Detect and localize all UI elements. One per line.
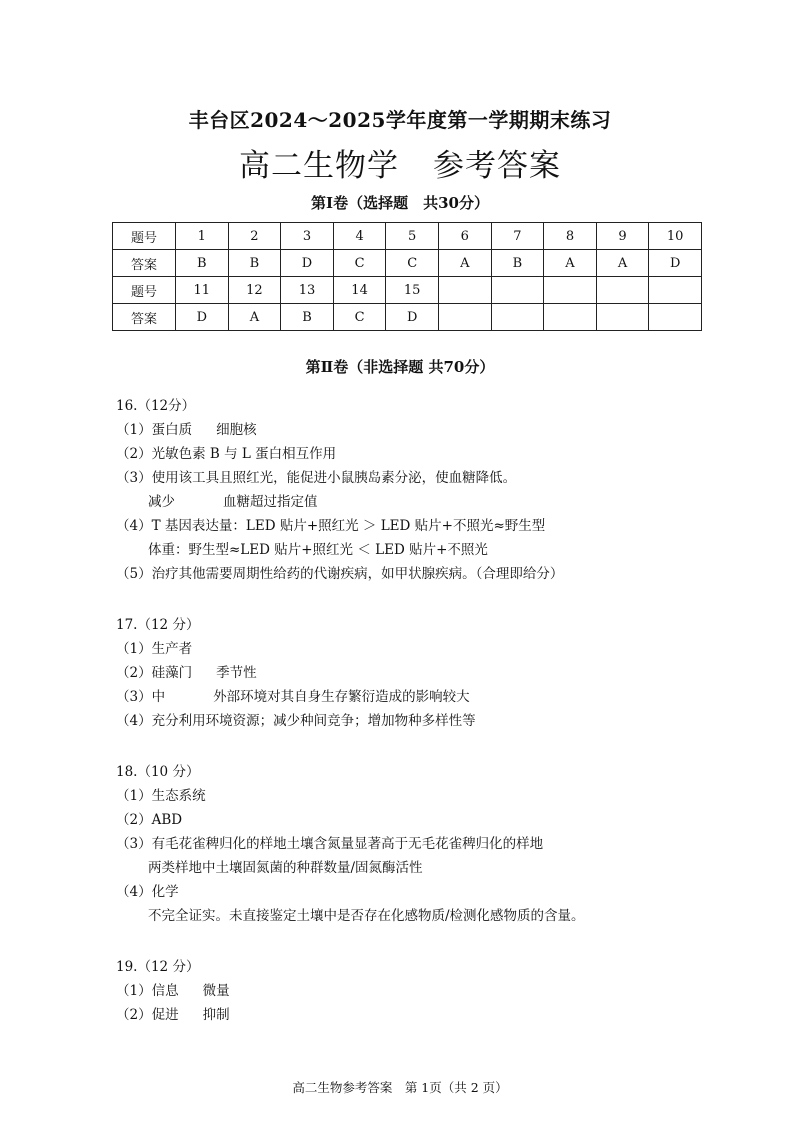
table-cell: B xyxy=(228,250,281,277)
table-cell: 3 xyxy=(281,223,334,250)
page-footer: 高二生物参考答案 第 1页（共 2 页） xyxy=(292,1080,508,1095)
table-cell: C xyxy=(386,250,439,277)
table-cell: 13 xyxy=(281,277,334,304)
table-cell: 14 xyxy=(333,277,386,304)
doc-type: 参考答案 xyxy=(433,148,561,184)
table-cell: C xyxy=(333,250,386,277)
part1-title: 第Ⅰ卷（选择题 共30分） xyxy=(311,194,489,212)
question-18-heading: 18.（10 分） xyxy=(116,764,200,780)
table-cell xyxy=(491,304,544,331)
q16-answer-4: （4）T 基因表达量：LED 贴片+照红光 ＞ LED 贴片+不照光≈野生型 xyxy=(116,518,546,534)
table-row xyxy=(113,277,702,304)
q17-answer-4: （4）充分利用环境资源；减少种间竞争；增加物种多样性等 xyxy=(116,713,476,729)
table-row xyxy=(113,223,702,250)
table-cell: 2 xyxy=(228,223,281,250)
answer-text: （1）蛋白质 xyxy=(116,422,193,438)
answer-text: 抑制 xyxy=(202,1007,230,1023)
table-cell: B xyxy=(281,304,334,331)
part2-title: 第Ⅱ卷（非选择题 共70分） xyxy=(305,358,495,376)
q16-answer-5: （5）治疗其他需要周期性给药的代谢疾病，如甲状腺疾病。（合理即给分） xyxy=(116,566,564,582)
answer-text: （3）中 xyxy=(116,689,166,705)
table-cell: 1 xyxy=(176,223,229,250)
table-cell: D xyxy=(649,250,702,277)
table-cell xyxy=(544,304,597,331)
table-cell xyxy=(596,304,649,331)
q18-answer-4-sub: 不完全证实。未直接鉴定土壤中是否存在化感物质/检测化感物质的含量。 xyxy=(148,908,585,924)
answer-text: 减少 xyxy=(148,494,175,510)
table-cell: B xyxy=(491,250,544,277)
table-cell: A xyxy=(438,250,491,277)
answer-text: （1）信息 xyxy=(116,983,179,999)
q16-answer-4-sub: 体重：野生型≈LED 贴片+照红光 ＜ LED 贴片+不照光 xyxy=(148,542,488,558)
q16-answer-2: （2）光敏色素 B 与 L 蛋白相互作用 xyxy=(116,446,337,462)
q16-answer-3: （3）使用该工具且照红光，能促进小鼠胰岛素分泌，使血糖降低。 xyxy=(116,470,517,486)
q18-answer-1: （1）生态系统 xyxy=(116,788,206,804)
q19-answer-1 xyxy=(116,979,756,1003)
answer-text: 微量 xyxy=(202,983,230,999)
table-cell: 11 xyxy=(176,277,229,304)
table-cell: 12 xyxy=(228,277,281,304)
q18-answer-4: （4）化学 xyxy=(116,884,179,900)
table-row xyxy=(113,304,702,331)
table-cell: 9 xyxy=(596,223,649,250)
answer-text: 血糖超过指定值 xyxy=(223,494,318,510)
q18-answer-2: （2）ABD xyxy=(116,812,183,828)
table-cell: D xyxy=(176,304,229,331)
table-cell: 6 xyxy=(438,223,491,250)
table-cell: 8 xyxy=(544,223,597,250)
subject-title xyxy=(0,140,800,185)
table-cell xyxy=(491,277,544,304)
row-label: 题号 xyxy=(113,277,176,304)
table-cell: 5 xyxy=(386,223,439,250)
q16-answer-1 xyxy=(116,418,756,442)
table-cell: A xyxy=(596,250,649,277)
question-17-heading: 17.（12 分） xyxy=(116,617,200,633)
table-cell: A xyxy=(544,250,597,277)
row-label: 答案 xyxy=(113,304,176,331)
q17-answer-2 xyxy=(116,661,756,685)
table-cell: 10 xyxy=(649,223,702,250)
answer-text: 外部环境对其自身生存繁衍造成的影响较大 xyxy=(213,689,470,705)
table-cell xyxy=(596,277,649,304)
table-cell: D xyxy=(281,250,334,277)
question-19-heading: 19.（12 分） xyxy=(116,959,200,975)
choice-answer-table xyxy=(112,222,702,331)
answer-text: （2）促进 xyxy=(116,1007,179,1023)
table-cell: 7 xyxy=(491,223,544,250)
table-cell xyxy=(438,304,491,331)
answers-body xyxy=(116,394,756,1027)
q18-answer-3: （3）有毛花雀稗归化的样地土壤含氮量显著高于无毛花雀稗归化的样地 xyxy=(116,836,544,852)
q18-answer-3-sub: 两类样地中土壤固氮菌的种群数量/固氮酶活性 xyxy=(148,860,423,876)
answer-text: （2）硅藻门 xyxy=(116,665,193,681)
row-label: 题号 xyxy=(113,223,176,250)
q19-answer-2 xyxy=(116,1003,756,1027)
row-label: 答案 xyxy=(113,250,176,277)
exam-title: 丰台区2024～2025学年度第一学期期末练习 xyxy=(188,108,612,132)
table-cell: D xyxy=(386,304,439,331)
table-cell: 4 xyxy=(333,223,386,250)
table-cell xyxy=(544,277,597,304)
q17-answer-1: （1）生产者 xyxy=(116,641,193,657)
q16-answer-3-sub xyxy=(116,490,756,514)
table-cell xyxy=(438,277,491,304)
table-cell: B xyxy=(176,250,229,277)
answer-text: 季节性 xyxy=(216,665,257,681)
table-cell: A xyxy=(228,304,281,331)
table-cell: 15 xyxy=(386,277,439,304)
table-row xyxy=(113,250,702,277)
table-cell: C xyxy=(333,304,386,331)
question-16-heading: 16.（12分） xyxy=(116,398,196,414)
subject-name: 高二生物学 xyxy=(239,148,399,184)
q17-answer-3 xyxy=(116,685,756,709)
table-cell xyxy=(649,277,702,304)
answer-text: 细胞核 xyxy=(216,422,257,438)
table-cell xyxy=(649,304,702,331)
